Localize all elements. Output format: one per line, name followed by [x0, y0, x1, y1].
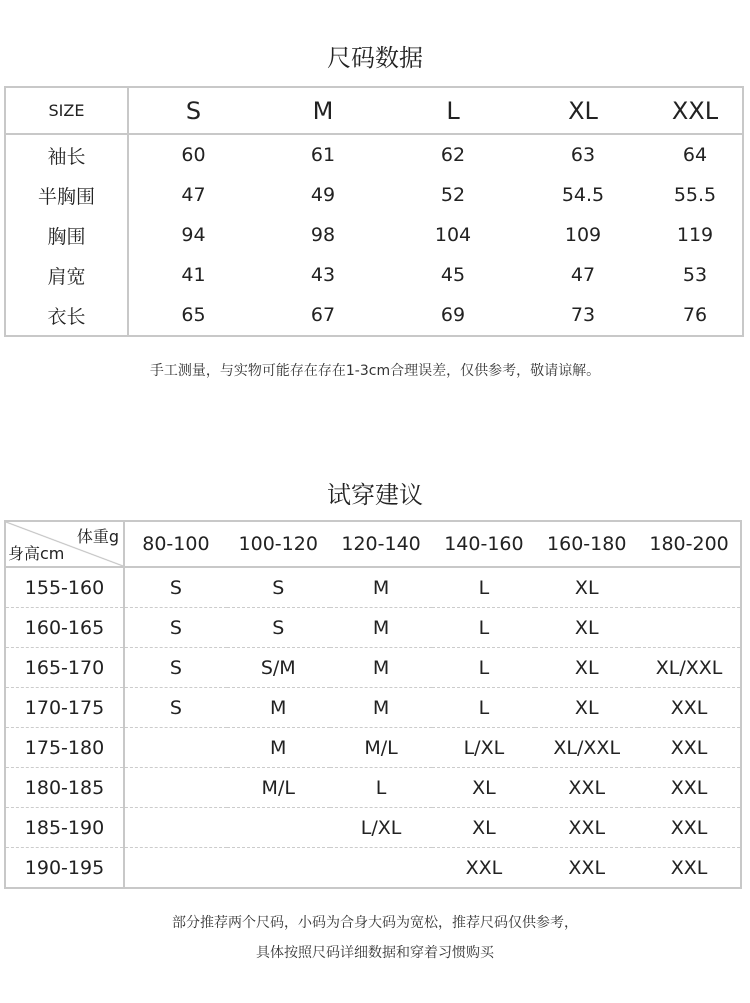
recommended-size-cell: L — [432, 608, 535, 648]
measurement-label: 袖长 — [5, 134, 128, 175]
recommended-size-cell: XXL — [638, 728, 741, 768]
fit-row — [5, 848, 741, 889]
corner-cell — [5, 521, 124, 567]
recommended-size-cell: M/L — [330, 728, 433, 768]
recommended-size-cell: L — [432, 567, 535, 608]
measurement-cell: 76 — [682, 304, 708, 326]
recommended-size-cell: XL/XXL — [535, 728, 638, 768]
recommended-size-cell: XXL — [638, 688, 741, 728]
height-range-cell: 160-165 — [5, 608, 124, 648]
recommended-size-cell: S/M — [227, 648, 330, 688]
recommended-size-cell: XXL — [535, 768, 638, 808]
height-range-cell: 185-190 — [5, 808, 124, 848]
measurement-cell: 98 — [310, 224, 336, 246]
recommended-size-cell — [227, 848, 330, 889]
recommended-size-cell — [227, 808, 330, 848]
recommended-size-cell: XL — [535, 608, 638, 648]
measurement-cell: 60 — [181, 144, 206, 166]
fit-note-1: 部分推荐两个尺码，小码为合身大码为宽松，推荐尺码仅供参考， — [172, 915, 578, 931]
size-table — [4, 86, 744, 337]
recommended-size-cell: XXL — [638, 848, 741, 889]
recommended-size-cell — [638, 608, 741, 648]
recommended-size-cell: M — [227, 688, 330, 728]
weight-range-header: 100-120 — [227, 521, 330, 567]
weight-range-header: 120-140 — [330, 521, 433, 567]
measurement-label: 半胸围 — [5, 175, 128, 215]
measurement-cell: 109 — [564, 224, 602, 246]
recommended-size-cell: L — [432, 648, 535, 688]
size-label-header: SIZE — [5, 87, 128, 134]
recommended-size-cell: M — [330, 648, 433, 688]
size-row — [5, 295, 743, 336]
measurement-cell: 65 — [181, 304, 206, 326]
recommended-size-cell: XL — [535, 567, 638, 608]
measurement-cell: 41 — [181, 264, 206, 286]
height-range-cell: 170-175 — [5, 688, 124, 728]
height-range-cell: 165-170 — [5, 648, 124, 688]
fit-header-row — [5, 521, 741, 567]
recommended-size-cell: M — [227, 728, 330, 768]
weight-label: 体重g — [76, 527, 119, 546]
measurement-cell: 47 — [570, 264, 596, 286]
recommended-size-cell: XL/XXL — [638, 648, 741, 688]
fit-row — [5, 768, 741, 808]
height-label: 身高cm — [8, 544, 65, 563]
size-header-cell: S — [128, 87, 258, 134]
measurement-cell: 47 — [181, 184, 206, 206]
size-row — [5, 175, 743, 215]
recommended-size-cell: XXL — [638, 808, 741, 848]
height-range-cell: 155-160 — [5, 567, 124, 608]
height-range-cell: 190-195 — [5, 848, 124, 889]
weight-range-header: 180-200 — [638, 521, 741, 567]
measurement-cell: 63 — [570, 144, 596, 166]
fit-row — [5, 567, 741, 608]
measurement-cell: 52 — [440, 184, 466, 206]
recommended-size-cell: S — [227, 567, 330, 608]
recommended-size-cell: XXL — [638, 768, 741, 808]
size-header-cell: XL — [518, 87, 648, 134]
fit-note-2: 具体按照尺码详细数据和穿着习惯购买 — [256, 945, 494, 961]
recommended-size-cell: M — [330, 688, 433, 728]
measurement-cell: 64 — [682, 144, 708, 166]
measurement-cell: 67 — [310, 304, 336, 326]
recommended-size-cell: XXL — [535, 808, 638, 848]
recommended-size-cell: L — [330, 768, 433, 808]
recommended-size-cell: S — [124, 608, 227, 648]
size-header-cell: XXL — [648, 87, 743, 134]
size-header-row — [5, 87, 743, 134]
recommended-size-cell: XL — [535, 648, 638, 688]
weight-range-header: 140-160 — [432, 521, 535, 567]
recommended-size-cell — [124, 768, 227, 808]
height-range-cell: 180-185 — [5, 768, 124, 808]
size-header-cell: L — [388, 87, 518, 134]
fit-table-title: 试穿建议 — [327, 481, 423, 509]
recommended-size-cell: S — [227, 608, 330, 648]
size-table-note: 手工测量，与实物可能存在存在1-3cm合理误差，仅供参考，敬请谅解。 — [149, 363, 601, 379]
measurement-cell: 62 — [440, 144, 466, 166]
measurement-cell: 43 — [310, 264, 336, 286]
fit-row — [5, 608, 741, 648]
measurement-label: 胸围 — [5, 215, 128, 255]
recommended-size-cell: S — [124, 648, 227, 688]
weight-range-header: 160-180 — [535, 521, 638, 567]
recommended-size-cell: L/XL — [432, 728, 535, 768]
size-header-cell: M — [258, 87, 388, 134]
recommended-size-cell: XXL — [432, 848, 535, 889]
recommended-size-cell: L/XL — [330, 808, 433, 848]
recommended-size-cell: XXL — [535, 848, 638, 889]
measurement-cell: 54.5 — [561, 184, 605, 206]
recommended-size-cell — [638, 567, 741, 608]
measurement-label: 衣长 — [5, 295, 128, 336]
fit-row — [5, 688, 741, 728]
recommended-size-cell: L — [432, 688, 535, 728]
recommended-size-cell: S — [124, 567, 227, 608]
recommended-size-cell: M — [330, 567, 433, 608]
measurement-cell: 49 — [310, 184, 336, 206]
measurement-cell: 53 — [682, 264, 708, 286]
recommended-size-cell — [124, 848, 227, 889]
measurement-cell: 69 — [440, 304, 466, 326]
measurement-cell: 61 — [310, 144, 336, 166]
size-row — [5, 255, 743, 295]
size-row — [5, 215, 743, 255]
size-table-title: 尺码数据 — [327, 44, 423, 72]
fit-row — [5, 808, 741, 848]
recommended-size-cell: XL — [535, 688, 638, 728]
recommended-size-cell — [124, 808, 227, 848]
measurement-cell: 104 — [434, 224, 472, 246]
size-row — [5, 134, 743, 175]
weight-range-header: 80-100 — [124, 521, 227, 567]
measurement-cell: 55.5 — [673, 184, 717, 206]
measurement-label: 肩宽 — [5, 255, 128, 295]
measurement-cell: 119 — [676, 224, 714, 246]
recommended-size-cell — [124, 728, 227, 768]
fit-table — [4, 520, 742, 889]
height-range-cell: 175-180 — [5, 728, 124, 768]
fit-row — [5, 648, 741, 688]
measurement-cell: 45 — [440, 264, 466, 286]
measurement-cell: 94 — [181, 224, 206, 246]
recommended-size-cell — [330, 848, 433, 889]
recommended-size-cell: XL — [432, 768, 535, 808]
recommended-size-cell: M — [330, 608, 433, 648]
recommended-size-cell: XL — [432, 808, 535, 848]
measurement-cell: 73 — [570, 304, 596, 326]
recommended-size-cell: M/L — [227, 768, 330, 808]
fit-row — [5, 728, 741, 768]
recommended-size-cell: S — [124, 688, 227, 728]
